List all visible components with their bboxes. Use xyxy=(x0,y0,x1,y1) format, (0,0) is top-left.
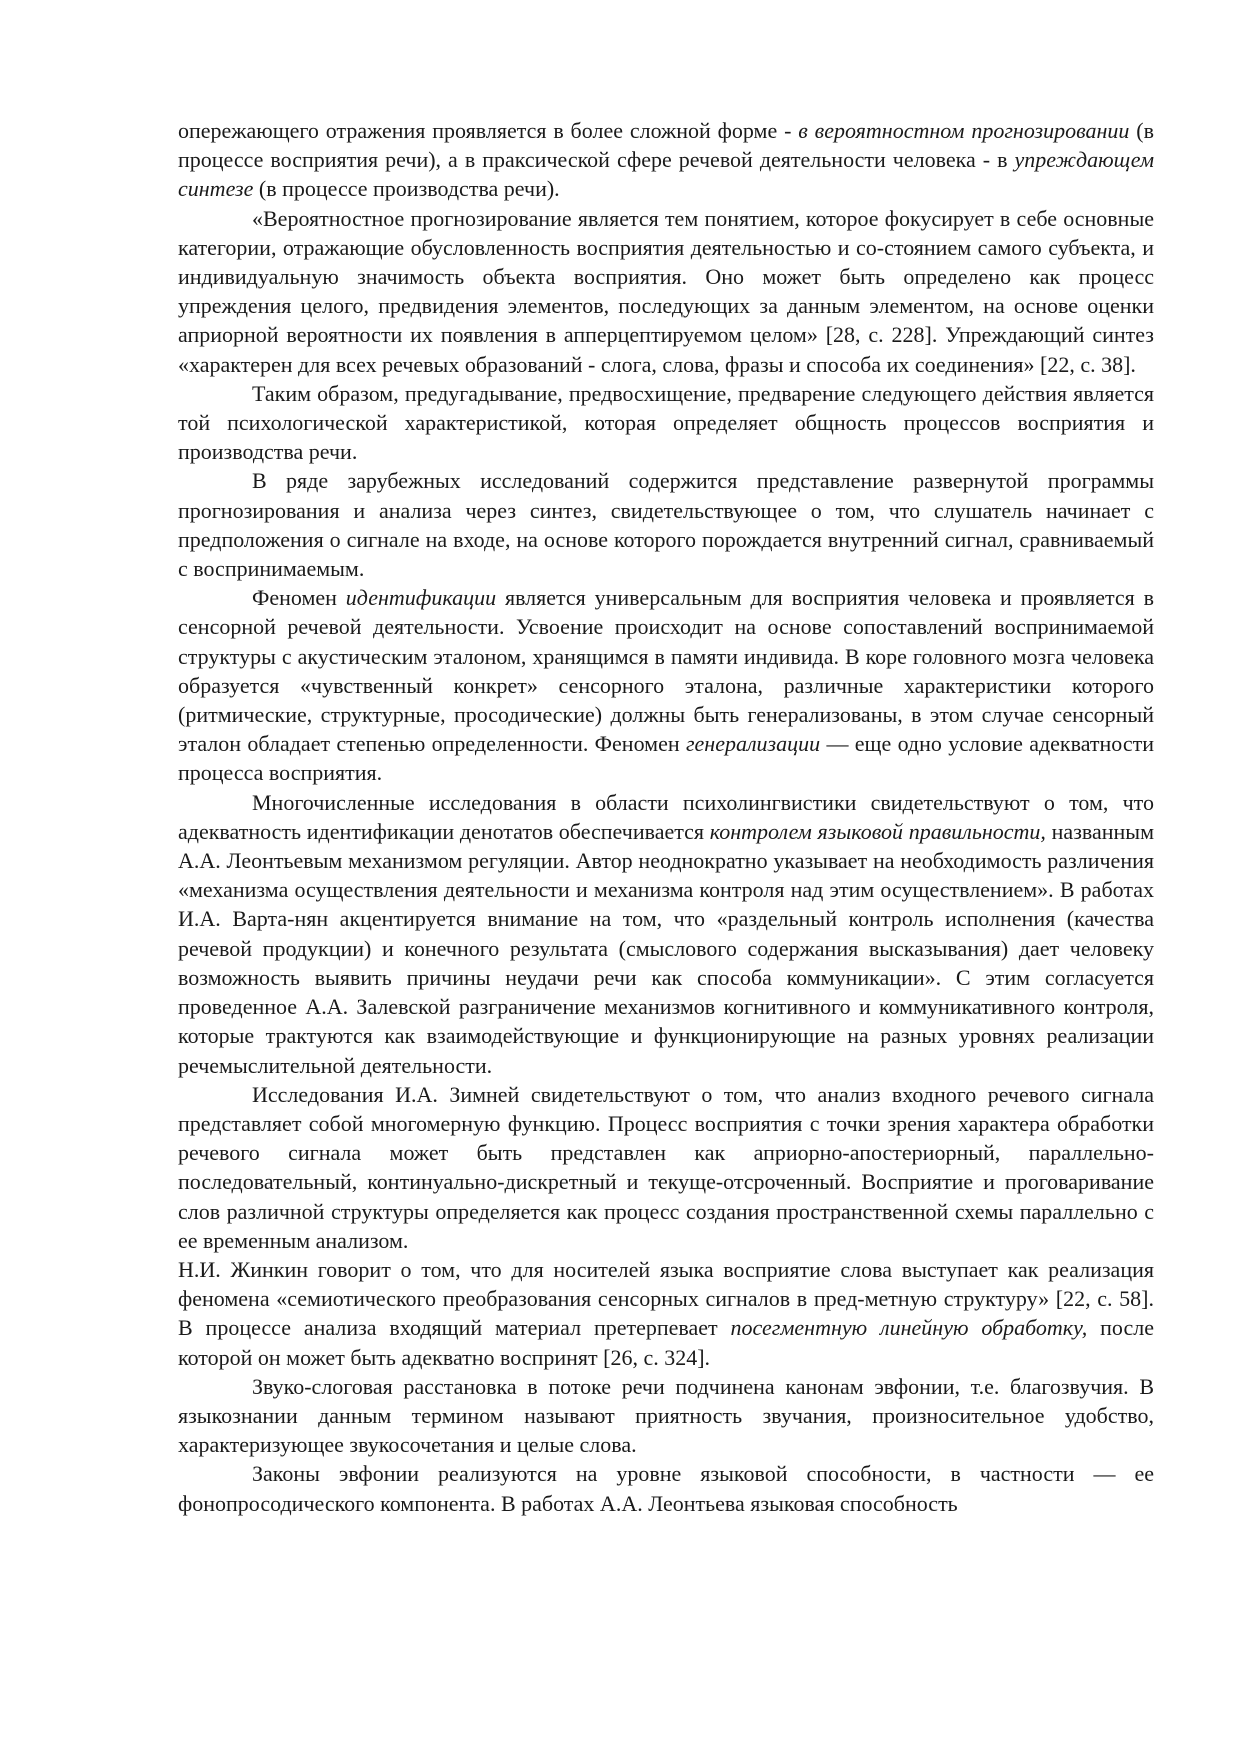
text-run: — еще одно условие адекватности процесса восприятия. xyxy=(178,731,1154,786)
paragraph xyxy=(178,583,1154,787)
text-run: Таким образом, предугадывание, предвосхищение, предварение следующего действия является той психологической характеристикой, которая определяет общность процессов восприятия и производства речи. xyxy=(178,380,1154,465)
text-run: (в процессе восприятия речи), а в праксической сфере речевой деятельности человека - в xyxy=(178,118,1154,173)
italic-term: в вероятностном прогнозировании xyxy=(798,118,1130,143)
text-run: «Вероятностное прогнозирование является тем понятием, которое фокусирует в себе основные категории, отражающие обусловленность восприятия деятельностью и со-стоянием самого субъекта, и индивидуальную значимость объекта восприятия. Оно может быть определено как процесс упреждения целого, предвидения элементов, последующих за данным элементом, на основе оценки априорной вероятности их появления в апперцептируемом целом» [28, с. 228]. Упреждающий синтез «характерен для всех речевых образований - слога, слова, фразы и способа их соединения» [22, с. 38]. xyxy=(178,205,1154,377)
text-run: Многочисленные исследования в области психолингвистики свидетельствуют о том, что адекватность идентификации денотатов обеспечивается xyxy=(178,789,1154,844)
document-page xyxy=(178,116,1154,1518)
text-run: является универсальным для восприятия человека и проявляется в сенсорной речевой деятельности. Усвоение происходит на основе сопоставлений воспринимаемой структуры с акустическим эталоном, хранящимся в памяти индивида. В коре головного мозга человека образуется «чувственный конкрет» сенсорного эталона, различные характеристики которого (ритмические, структурные, просодические) должны быть генерализованы, в этом случае сенсорный эталон обладает степенью определенности. Феномен xyxy=(178,585,1154,757)
paragraph xyxy=(178,204,1154,379)
text-run: после которой он может быть адекватно воспринят [26, с. 324]. xyxy=(178,1315,1154,1370)
italic-term: идентификации xyxy=(345,585,497,611)
paragraph xyxy=(178,116,1154,204)
paragraph xyxy=(178,1080,1154,1255)
text-run: Законы эвфонии реализуются на уровне языковой способности, в частности — ее фонопросодического компонента. В работах А.А. Леонтьева языковая способность xyxy=(178,1461,1154,1516)
paragraph xyxy=(178,379,1154,467)
text-run: Звуко-слоговая расстановка в потоке речи подчинена канонам эвфонии, т.е. благозвучия. В языкознании данным термином называют приятность звучания, произносительное удобство, характеризующее звукосочетания и целые слова. xyxy=(178,1373,1154,1458)
text-run: опережающего отражения проявляется в более сложной форме - xyxy=(178,118,799,143)
text-run: названным А.А. Леонтьевым механизмом регуляции. Автор неоднократно указывает на необходимость различения «механизма осуществления деятельности и механизма контроля над этим осуществлением». В работах И.А. Варта-нян акцентируется внимание на том, что «раздельный контроль исполнения (качества речевой продукции) и конечного результата (смыслового содержания высказывания) дает человеку возможность выявить причины неудачи речи как способа коммуникации». С этим согласуется проведенное А.А. Залевской разграничение механизмов когнитивного и коммуникативного контроля, которые трактуются как взаимодействующие и функционирующие на разных уровнях реализации речемыслительной деятельности. xyxy=(178,818,1154,1078)
text-run: (в процессе производства речи). xyxy=(253,176,560,202)
text-run: Исследования И.А. Зимней свидетельствуют о том, что анализ входного речевого сигнала представляет собой многомерную функцию. Процесс восприятия с точки зрения характера обработки речевого сигнала может быть представлен как априорно-апостериорный, параллельно-последовательный, континуально-дискретный и текуще-отсроченный. Восприятие и проговаривание слов различной структуры определяется как процесс создания пространственной схемы параллельно с ее временным анализом. xyxy=(178,1081,1154,1253)
paragraph xyxy=(178,1372,1154,1460)
text-run: Феномен xyxy=(252,585,346,611)
paragraph xyxy=(178,1459,1154,1517)
italic-term: контролем языковой правильности, xyxy=(709,818,1046,844)
italic-term: упреждающем синтезе xyxy=(178,147,1154,202)
paragraph xyxy=(178,788,1154,1080)
italic-term: генерализации xyxy=(685,731,821,757)
paragraph xyxy=(178,466,1154,583)
italic-term: посегментную линейную обработку, xyxy=(730,1315,1088,1341)
paragraph xyxy=(178,1255,1154,1372)
text-run: В ряде зарубежных исследований содержится представление развернутой программы прогнозирования и анализа через синтез, свидетельствующее о том, что слушатель начинает с предположения о сигнале на входе, на основе которого порождается внутренний сигнал, сравниваемый с воспринимаемым. xyxy=(178,468,1154,582)
text-run: Н.И. Жинкин говорит о том, что для носителей языка восприятие слова выступает как реализация феномена «семиотического преобразования сенсорных сигналов в пред-метную структуру» [22, с. 58]. В процессе анализа входящий материал претерпевает xyxy=(178,1256,1154,1341)
